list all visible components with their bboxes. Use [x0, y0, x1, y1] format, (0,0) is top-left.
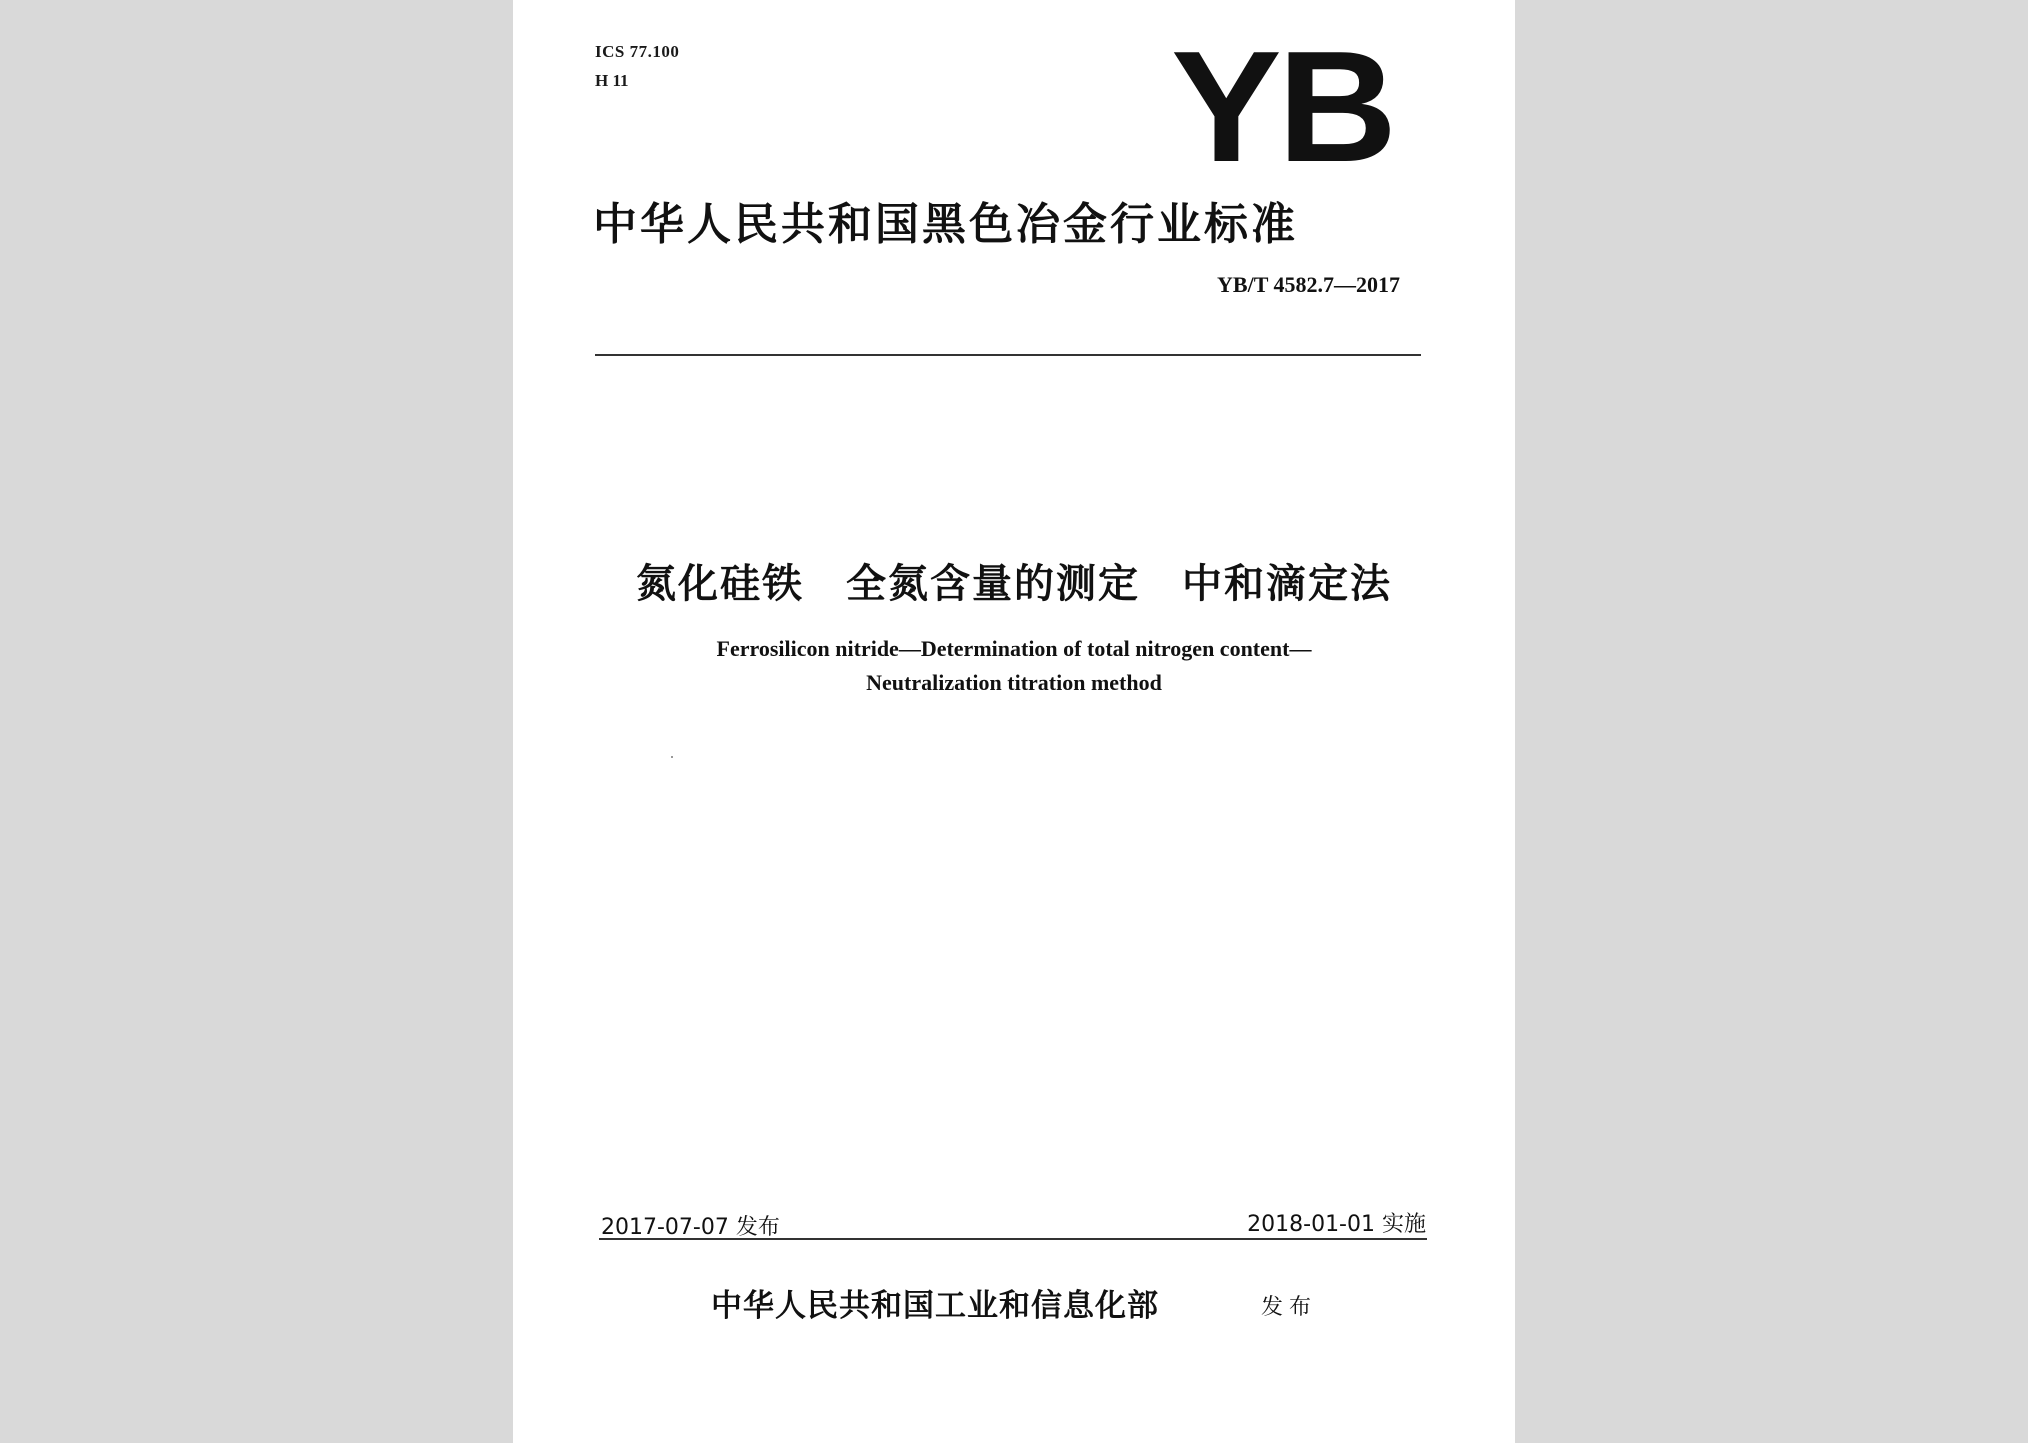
standard-category: 中华人民共和国黑色冶金行业标准	[593, 199, 1298, 250]
header-divider	[595, 354, 1421, 356]
publish-date: 2017-07-07 发布	[601, 1215, 780, 1240]
title-english-line-1: Ferrosilicon nitride—Determination of total nitrogen content—	[716, 636, 1312, 661]
ccs-code: H 11	[595, 71, 629, 90]
ics-code: ICS 77.100	[595, 42, 680, 61]
title-english-line-2: Neutralization titration method	[866, 670, 1162, 695]
publish-label: 发布	[1261, 1295, 1318, 1320]
footer-divider	[599, 1238, 1427, 1240]
publisher: 中华人民共和国工业和信息化部	[711, 1288, 1159, 1324]
standard-cover-page	[513, 0, 1515, 1443]
yb-logo: YB	[1171, 19, 1394, 195]
standard-number: YB/T 4582.7—2017	[1217, 272, 1400, 297]
title-chinese: 氮化硅铁 全氮含量的测定 中和滴定法	[636, 561, 1392, 607]
implementation-date: 2018-01-01 实施	[1247, 1212, 1426, 1237]
speck	[671, 756, 673, 758]
